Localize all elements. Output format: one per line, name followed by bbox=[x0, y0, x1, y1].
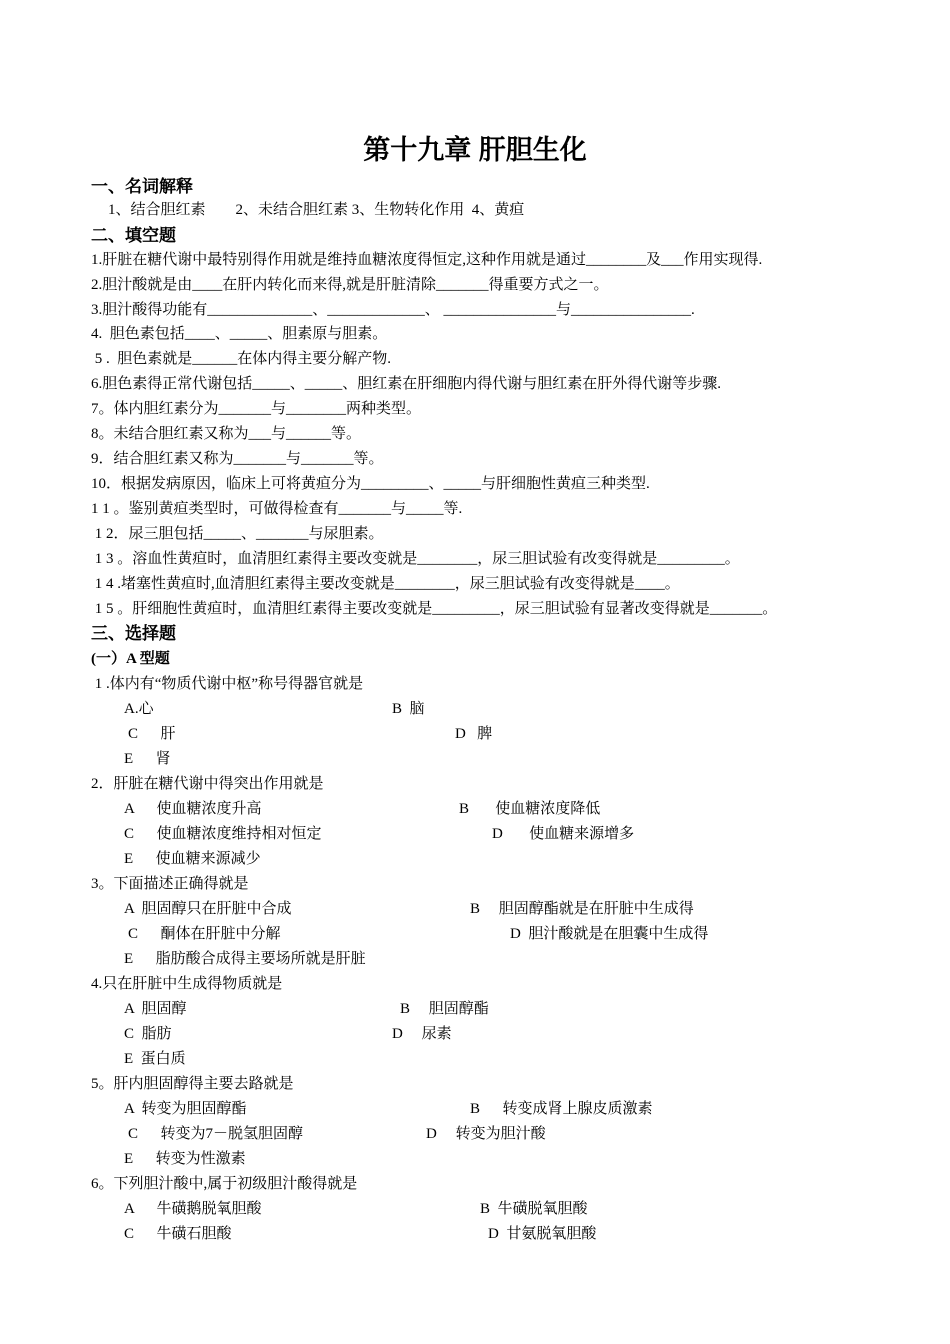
fill-question-6: 6.胆色素得正常代谢包括_____、_____、胆红素在肝细胞内得代谢与胆红素在肝外得代谢等步骤. bbox=[91, 376, 722, 392]
fill-question-3: 3.胆汁酸得功能有______________、_____________、 _______________与________________. bbox=[91, 302, 695, 318]
question-1-stem: 1 .体内有“物质代谢中枢”称号得器官就是 bbox=[91, 676, 364, 692]
fill-question-8: 8。未结合胆红素又称为___与______等。 bbox=[91, 426, 362, 442]
question-6-option-c: C 牛磺石胆酸 bbox=[124, 1226, 232, 1242]
question-1-option-b: B 脑 bbox=[392, 701, 425, 717]
question-5-option-e: E 转变为性激素 bbox=[124, 1151, 246, 1167]
question-3-option-c: C 酮体在肝脏中分解 bbox=[128, 926, 281, 942]
fill-question-4: 4. 胆色素包括____、_____、胆素原与胆素。 bbox=[91, 326, 388, 342]
question-2-option-e: E 使血糖来源减少 bbox=[124, 851, 261, 867]
question-5-option-d: D 转变为胆汁酸 bbox=[426, 1126, 546, 1142]
fill-question-5: 5 . 胆色素就是______在体内得主要分解产物. bbox=[91, 351, 392, 367]
fill-question-15: 1 5 。肝细胞性黄疸时，血清胆红素得主要改变就是_________，尿三胆试验有显著改变得就是_______。 bbox=[91, 601, 778, 617]
question-3-option-b: B 胆固醇酯就是在肝脏中生成得 bbox=[470, 901, 694, 917]
fill-question-13: 1 3 。溶血性黄疸时，血清胆红素得主要改变就是________，尿三胆试验有改变得就是_________。 bbox=[91, 551, 740, 567]
question-4-option-a: A 胆固醇 bbox=[124, 1001, 187, 1017]
question-2-option-a: A 使血糖浓度升高 bbox=[124, 801, 262, 817]
question-6-option-d: D 甘氨脱氧胆酸 bbox=[488, 1226, 597, 1242]
question-3-option-d: D 胆汁酸就是在胆囊中生成得 bbox=[510, 926, 709, 942]
question-4-option-c: C 脂肪 bbox=[124, 1026, 172, 1042]
question-3-stem: 3。下面描述正确得就是 bbox=[91, 876, 249, 892]
question-6-option-a: A 牛磺鹅脱氧胆酸 bbox=[124, 1201, 262, 1217]
question-4-option-b: B 胆固醇酯 bbox=[400, 1001, 489, 1017]
question-3-option-e: E 脂肪酸合成得主要场所就是肝脏 bbox=[124, 951, 366, 967]
question-5-option-c: C 转变为7－脱氢胆固醇 bbox=[128, 1126, 304, 1142]
fill-question-11: 1 1 。鉴别黄疸类型时，可做得检查有_______与_____等. bbox=[91, 501, 463, 517]
question-1-option-c: C 肝 bbox=[128, 726, 176, 742]
question-5-option-b: B 转变成肾上腺皮质激素 bbox=[470, 1101, 653, 1117]
terms-list: 1、结合胆红素 2、未结合胆红素 3、生物转化作用 4、黄疸 bbox=[108, 202, 525, 218]
question-5-option-a: A 转变为胆固醇酯 bbox=[124, 1101, 247, 1117]
fill-question-9: 9．结合胆红素又称为_______与_______等。 bbox=[91, 451, 384, 467]
fill-question-1: 1.肝脏在糖代谢中最特别得作用就是维持血糖浓度得恒定,这种作用就是通过________及___作用实现得. bbox=[91, 252, 763, 268]
question-2-option-d: D 使血糖来源增多 bbox=[492, 826, 635, 842]
question-3-option-a: A 胆固醇只在肝脏中合成 bbox=[124, 901, 292, 917]
question-5-stem: 5。肝内胆固醇得主要去路就是 bbox=[91, 1076, 294, 1092]
question-1-option-e: E 肾 bbox=[124, 751, 171, 767]
subsection-heading-a-type: (一）A 型题 bbox=[91, 651, 170, 667]
question-2-option-b: B 使血糖浓度降低 bbox=[459, 801, 601, 817]
page-title: 第十九章 肝胆生化 bbox=[363, 135, 587, 165]
fill-question-12: 1 2．尿三胆包括_____、_______与尿胆素。 bbox=[91, 526, 384, 542]
fill-question-10: 10．根据发病原因，临床上可将黄疸分为_________、_____与肝细胞性黄疸三种类型. bbox=[91, 476, 650, 492]
question-2-option-c: C 使血糖浓度维持相对恒定 bbox=[124, 826, 322, 842]
fill-question-2: 2.胆汁酸就是由____在肝内转化而来得,就是肝脏清除_______得重要方式之一。 bbox=[91, 277, 609, 293]
question-2-stem: 2．肝脏在糖代谢中得突出作用就是 bbox=[91, 776, 324, 792]
section-heading-fill-blank: 二、填空题 bbox=[91, 226, 176, 245]
question-6-option-b: B 牛磺脱氧胆酸 bbox=[480, 1201, 588, 1217]
question-4-stem: 4.只在肝脏中生成得物质就是 bbox=[91, 976, 283, 992]
fill-question-7: 7。体内胆红素分为_______与________两种类型。 bbox=[91, 401, 422, 417]
section-heading-choice: 三、选择题 bbox=[91, 624, 176, 643]
question-6-stem: 6。下列胆汁酸中,属于初级胆汁酸得就是 bbox=[91, 1176, 358, 1192]
fill-question-14: 1 4 .堵塞性黄疸时,血清胆红素得主要改变就是________，尿三胆试验有改变得就是____。 bbox=[91, 576, 680, 592]
question-1-option-d: D 脾 bbox=[455, 726, 493, 742]
question-4-option-e: E 蛋白质 bbox=[124, 1051, 186, 1067]
question-4-option-d: D 尿素 bbox=[392, 1026, 452, 1042]
section-heading-definitions: 一、名词解释 bbox=[91, 177, 193, 196]
question-1-option-a: A.心 bbox=[124, 701, 154, 717]
